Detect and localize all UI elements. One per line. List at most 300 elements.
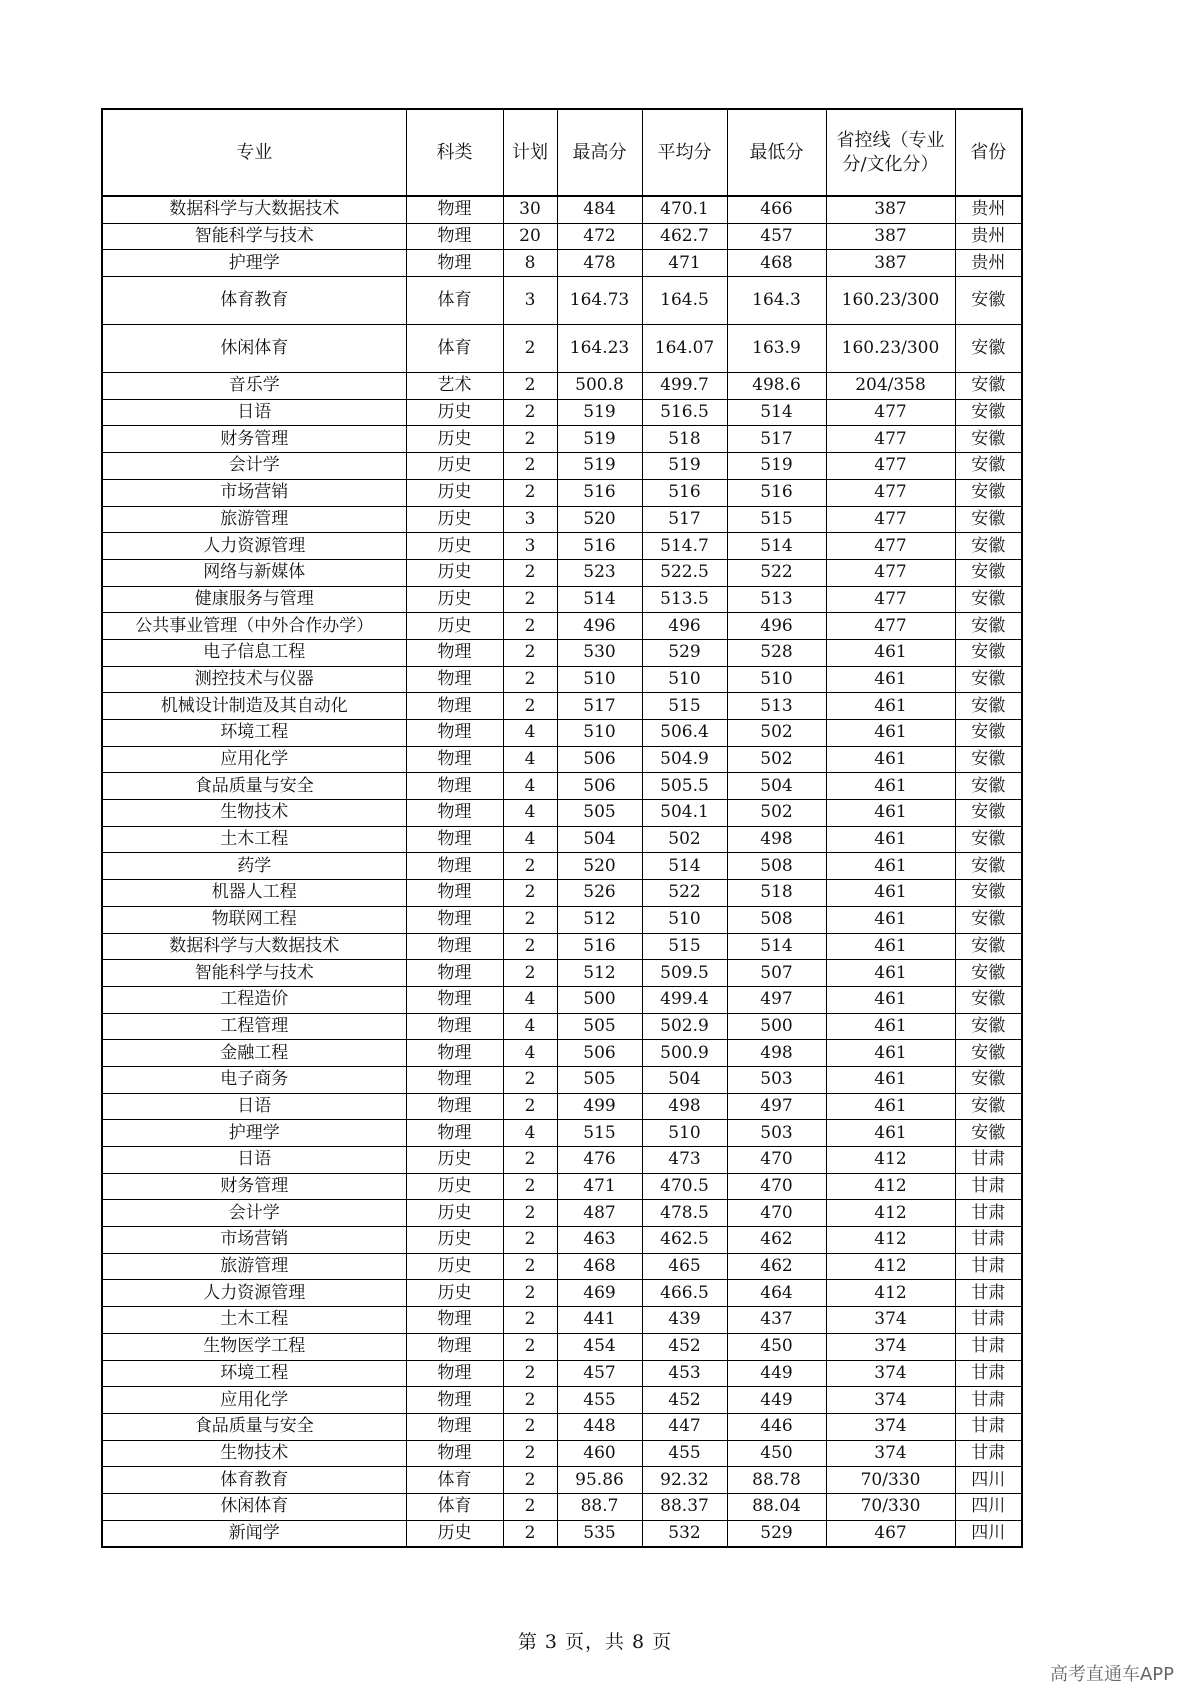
cell-category: 历史 [406,1227,503,1254]
cell-province: 安徽 [955,559,1022,586]
cell-control-line: 461 [826,1066,955,1093]
cell-province: 安徽 [955,426,1022,453]
table-row [102,479,1022,506]
cell-max-score: 499 [557,1093,642,1120]
cell-category: 物理 [406,1333,503,1360]
cell-province: 安徽 [955,1013,1022,1040]
cell-plan: 2 [503,693,557,720]
cell-plan: 2 [503,325,557,373]
cell-control-line: 461 [826,986,955,1013]
table-row [102,1227,1022,1254]
cell-province: 安徽 [955,325,1022,373]
cell-major: 金融工程 [102,1040,406,1067]
cell-major: 护理学 [102,250,406,277]
cell-min-score: 503 [727,1066,826,1093]
cell-max-score: 487 [557,1200,642,1227]
cell-max-score: 519 [557,399,642,426]
table-row [102,1093,1022,1120]
cell-min-score: 519 [727,453,826,480]
cell-category: 物理 [406,800,503,827]
cell-min-score: 502 [727,800,826,827]
cell-province: 四川 [955,1520,1022,1547]
cell-max-score: 523 [557,559,642,586]
cell-plan: 2 [503,1440,557,1467]
cell-min-score: 515 [727,506,826,533]
cell-control-line: 477 [826,613,955,640]
cell-avg-score: 452 [642,1333,727,1360]
cell-major: 电子信息工程 [102,639,406,666]
cell-province: 甘肃 [955,1440,1022,1467]
cell-control-line: 461 [826,639,955,666]
cell-major: 日语 [102,1147,406,1174]
cell-min-score: 514 [727,933,826,960]
cell-min-score: 468 [727,250,826,277]
cell-max-score: 505 [557,800,642,827]
cell-province: 安徽 [955,933,1022,960]
cell-major: 休闲体育 [102,1493,406,1520]
cell-category: 物理 [406,1440,503,1467]
cell-min-score: 522 [727,559,826,586]
cell-major: 音乐学 [102,373,406,400]
cell-max-score: 519 [557,453,642,480]
cell-min-score: 163.9 [727,325,826,373]
cell-plan: 2 [503,1360,557,1387]
cell-min-score: 514 [727,533,826,560]
cell-province: 安徽 [955,746,1022,773]
cell-min-score: 446 [727,1413,826,1440]
cell-min-score: 449 [727,1387,826,1414]
header-category: 科类 [406,109,503,196]
table-row [102,1013,1022,1040]
cell-control-line: 374 [826,1307,955,1334]
cell-min-score: 529 [727,1520,826,1547]
cell-avg-score: 516 [642,479,727,506]
header-major: 专业 [102,109,406,196]
cell-avg-score: 506.4 [642,720,727,747]
cell-avg-score: 504 [642,1066,727,1093]
cell-min-score: 464 [727,1280,826,1307]
table-row [102,639,1022,666]
cell-avg-score: 88.37 [642,1493,727,1520]
table-row [102,325,1022,373]
cell-avg-score: 502 [642,826,727,853]
cell-category: 物理 [406,773,503,800]
cell-plan: 2 [503,1066,557,1093]
cell-province: 安徽 [955,960,1022,987]
cell-plan: 3 [503,277,557,325]
cell-major: 体育教育 [102,277,406,325]
cell-province: 甘肃 [955,1200,1022,1227]
cell-avg-score: 510 [642,1120,727,1147]
cell-major: 电子商务 [102,1066,406,1093]
cell-plan: 2 [503,1493,557,1520]
table-row [102,1387,1022,1414]
cell-category: 物理 [406,853,503,880]
cell-control-line: 387 [826,196,955,223]
cell-province: 安徽 [955,773,1022,800]
table-body [102,196,1022,1547]
table-header-row [102,109,1022,196]
cell-major: 生物医学工程 [102,1333,406,1360]
table-row [102,1040,1022,1067]
cell-max-score: 505 [557,1066,642,1093]
cell-category: 物理 [406,223,503,250]
cell-min-score: 502 [727,720,826,747]
table-row [102,533,1022,560]
cell-plan: 2 [503,426,557,453]
cell-control-line: 461 [826,826,955,853]
cell-max-score: 463 [557,1227,642,1254]
cell-min-score: 497 [727,986,826,1013]
cell-max-score: 514 [557,586,642,613]
table-row [102,613,1022,640]
cell-control-line: 461 [826,746,955,773]
cell-min-score: 164.3 [727,277,826,325]
cell-plan: 2 [503,1253,557,1280]
cell-province: 安徽 [955,639,1022,666]
cell-max-score: 454 [557,1333,642,1360]
cell-max-score: 457 [557,1360,642,1387]
cell-max-score: 164.23 [557,325,642,373]
cell-province: 安徽 [955,693,1022,720]
cell-plan: 3 [503,533,557,560]
cell-province: 安徽 [955,1066,1022,1093]
table-row [102,720,1022,747]
cell-province: 安徽 [955,853,1022,880]
table-row [102,853,1022,880]
table-row [102,250,1022,277]
cell-avg-score: 462.7 [642,223,727,250]
cell-plan: 2 [503,399,557,426]
cell-min-score: 508 [727,853,826,880]
cell-major: 市场营销 [102,479,406,506]
cell-category: 历史 [406,1147,503,1174]
cell-category: 历史 [406,1173,503,1200]
cell-min-score: 470 [727,1147,826,1174]
cell-category: 物理 [406,250,503,277]
cell-control-line: 461 [826,960,955,987]
cell-category: 物理 [406,986,503,1013]
cell-avg-score: 164.5 [642,277,727,325]
table-row [102,826,1022,853]
table-row [102,1467,1022,1494]
header-max-score: 最高分 [557,109,642,196]
cell-category: 物理 [406,666,503,693]
cell-category: 体育 [406,325,503,373]
cell-province: 安徽 [955,666,1022,693]
cell-control-line: 461 [826,1093,955,1120]
cell-control-line: 477 [826,586,955,613]
cell-province: 安徽 [955,479,1022,506]
cell-category: 历史 [406,1280,503,1307]
cell-min-score: 497 [727,1093,826,1120]
cell-max-score: 526 [557,880,642,907]
cell-plan: 2 [503,1280,557,1307]
admission-score-table [101,108,1023,1548]
cell-control-line: 412 [826,1147,955,1174]
cell-province: 贵州 [955,250,1022,277]
cell-category: 物理 [406,1093,503,1120]
cell-control-line: 461 [826,666,955,693]
cell-category: 物理 [406,746,503,773]
cell-major: 财务管理 [102,1173,406,1200]
cell-plan: 2 [503,1387,557,1414]
cell-major: 健康服务与管理 [102,586,406,613]
header-control-line: 省控线（专业分/文化分） [826,109,955,196]
cell-province: 安徽 [955,880,1022,907]
cell-province: 安徽 [955,533,1022,560]
cell-major: 护理学 [102,1120,406,1147]
cell-major: 环境工程 [102,1360,406,1387]
cell-control-line: 412 [826,1173,955,1200]
cell-plan: 2 [503,479,557,506]
cell-major: 旅游管理 [102,506,406,533]
cell-plan: 4 [503,986,557,1013]
cell-control-line: 387 [826,250,955,277]
cell-province: 安徽 [955,1040,1022,1067]
cell-plan: 2 [503,559,557,586]
cell-max-score: 517 [557,693,642,720]
cell-avg-score: 504.1 [642,800,727,827]
cell-province: 甘肃 [955,1280,1022,1307]
cell-max-score: 455 [557,1387,642,1414]
cell-category: 物理 [406,1066,503,1093]
cell-plan: 3 [503,506,557,533]
cell-avg-score: 92.32 [642,1467,727,1494]
header-plan: 计划 [503,109,557,196]
cell-control-line: 374 [826,1360,955,1387]
cell-control-line: 70/330 [826,1467,955,1494]
cell-max-score: 530 [557,639,642,666]
cell-category: 物理 [406,906,503,933]
cell-plan: 2 [503,1467,557,1494]
cell-control-line: 412 [826,1253,955,1280]
cell-avg-score: 522 [642,880,727,907]
watermark: 高考直通车APP [1049,1664,1174,1685]
cell-max-score: 484 [557,196,642,223]
cell-plan: 2 [503,1227,557,1254]
cell-min-score: 437 [727,1307,826,1334]
table-row [102,1066,1022,1093]
cell-min-score: 516 [727,479,826,506]
cell-max-score: 506 [557,746,642,773]
cell-major: 智能科学与技术 [102,960,406,987]
cell-plan: 2 [503,880,557,907]
cell-province: 安徽 [955,613,1022,640]
cell-category: 物理 [406,693,503,720]
cell-min-score: 449 [727,1360,826,1387]
table-row [102,559,1022,586]
cell-category: 历史 [406,1200,503,1227]
cell-province: 甘肃 [955,1387,1022,1414]
table-row [102,880,1022,907]
cell-plan: 2 [503,453,557,480]
cell-min-score: 450 [727,1333,826,1360]
table-row [102,666,1022,693]
cell-max-score: 516 [557,533,642,560]
header-province: 省份 [955,109,1022,196]
cell-province: 甘肃 [955,1253,1022,1280]
cell-plan: 2 [503,1413,557,1440]
cell-major: 会计学 [102,453,406,480]
cell-avg-score: 499.7 [642,373,727,400]
cell-control-line: 160.23/300 [826,325,955,373]
cell-province: 安徽 [955,906,1022,933]
cell-min-score: 498.6 [727,373,826,400]
cell-major: 物联网工程 [102,906,406,933]
table-row [102,693,1022,720]
cell-major: 新闻学 [102,1520,406,1547]
cell-control-line: 204/358 [826,373,955,400]
table-row [102,277,1022,325]
cell-major: 食品质量与安全 [102,773,406,800]
cell-min-score: 88.78 [727,1467,826,1494]
cell-province: 安徽 [955,586,1022,613]
cell-control-line: 461 [826,720,955,747]
cell-min-score: 462 [727,1253,826,1280]
cell-max-score: 88.7 [557,1493,642,1520]
cell-major: 会计学 [102,1200,406,1227]
cell-category: 物理 [406,1040,503,1067]
cell-plan: 2 [503,586,557,613]
cell-max-score: 468 [557,1253,642,1280]
table-row [102,1307,1022,1334]
cell-control-line: 374 [826,1413,955,1440]
cell-major: 市场营销 [102,1227,406,1254]
cell-max-score: 510 [557,666,642,693]
cell-control-line: 461 [826,853,955,880]
cell-min-score: 507 [727,960,826,987]
cell-control-line: 477 [826,533,955,560]
cell-province: 贵州 [955,223,1022,250]
table-row [102,1440,1022,1467]
cell-min-score: 470 [727,1173,826,1200]
cell-category: 历史 [406,586,503,613]
cell-category: 历史 [406,533,503,560]
cell-plan: 8 [503,250,557,277]
cell-province: 安徽 [955,720,1022,747]
cell-control-line: 467 [826,1520,955,1547]
cell-major: 机械设计制造及其自动化 [102,693,406,720]
cell-plan: 4 [503,746,557,773]
cell-major: 测控技术与仪器 [102,666,406,693]
cell-control-line: 477 [826,426,955,453]
cell-control-line: 477 [826,559,955,586]
page-number: 第 3 页，共 8 页 [517,1631,673,1653]
cell-category: 物理 [406,720,503,747]
cell-min-score: 496 [727,613,826,640]
cell-max-score: 516 [557,933,642,960]
cell-min-score: 528 [727,639,826,666]
cell-max-score: 460 [557,1440,642,1467]
cell-min-score: 470 [727,1200,826,1227]
cell-min-score: 498 [727,826,826,853]
cell-category: 历史 [406,1520,503,1547]
cell-avg-score: 453 [642,1360,727,1387]
cell-plan: 2 [503,613,557,640]
cell-avg-score: 510 [642,906,727,933]
cell-province: 四川 [955,1467,1022,1494]
cell-max-score: 520 [557,853,642,880]
cell-province: 安徽 [955,506,1022,533]
cell-max-score: 500.8 [557,373,642,400]
cell-province: 安徽 [955,986,1022,1013]
cell-major: 网络与新媒体 [102,559,406,586]
cell-max-score: 496 [557,613,642,640]
cell-max-score: 519 [557,426,642,453]
cell-plan: 30 [503,196,557,223]
table-row [102,960,1022,987]
cell-avg-score: 502.9 [642,1013,727,1040]
cell-control-line: 461 [826,773,955,800]
cell-province: 安徽 [955,1093,1022,1120]
cell-province: 甘肃 [955,1413,1022,1440]
cell-avg-score: 516.5 [642,399,727,426]
cell-plan: 4 [503,773,557,800]
cell-avg-score: 505.5 [642,773,727,800]
cell-max-score: 516 [557,479,642,506]
table-row [102,223,1022,250]
table-row [102,1280,1022,1307]
cell-avg-score: 447 [642,1413,727,1440]
cell-major: 数据科学与大数据技术 [102,933,406,960]
cell-avg-score: 514 [642,853,727,880]
cell-major: 土木工程 [102,1307,406,1334]
cell-category: 物理 [406,639,503,666]
cell-category: 物理 [406,1413,503,1440]
table-row [102,933,1022,960]
cell-min-score: 502 [727,746,826,773]
cell-avg-score: 532 [642,1520,727,1547]
cell-avg-score: 462.5 [642,1227,727,1254]
cell-plan: 2 [503,666,557,693]
cell-major: 智能科学与技术 [102,223,406,250]
cell-min-score: 466 [727,196,826,223]
cell-major: 公共事业管理（中外合作办学） [102,613,406,640]
cell-control-line: 461 [826,1040,955,1067]
cell-min-score: 518 [727,880,826,907]
cell-min-score: 508 [727,906,826,933]
cell-max-score: 441 [557,1307,642,1334]
cell-min-score: 513 [727,693,826,720]
cell-major: 土木工程 [102,826,406,853]
cell-avg-score: 455 [642,1440,727,1467]
cell-major: 应用化学 [102,746,406,773]
cell-major: 生物技术 [102,800,406,827]
table-row [102,373,1022,400]
cell-control-line: 412 [826,1200,955,1227]
table-row [102,453,1022,480]
cell-major: 机器人工程 [102,880,406,907]
cell-max-score: 512 [557,906,642,933]
cell-category: 历史 [406,479,503,506]
cell-avg-score: 471 [642,250,727,277]
cell-category: 历史 [406,559,503,586]
cell-max-score: 476 [557,1147,642,1174]
cell-province: 安徽 [955,826,1022,853]
cell-control-line: 374 [826,1440,955,1467]
cell-province: 安徽 [955,800,1022,827]
cell-plan: 4 [503,826,557,853]
cell-min-score: 450 [727,1440,826,1467]
cell-province: 安徽 [955,373,1022,400]
cell-avg-score: 498 [642,1093,727,1120]
table-row [102,1120,1022,1147]
cell-major: 休闲体育 [102,325,406,373]
cell-major: 数据科学与大数据技术 [102,196,406,223]
cell-control-line: 461 [826,1120,955,1147]
cell-plan: 4 [503,1013,557,1040]
